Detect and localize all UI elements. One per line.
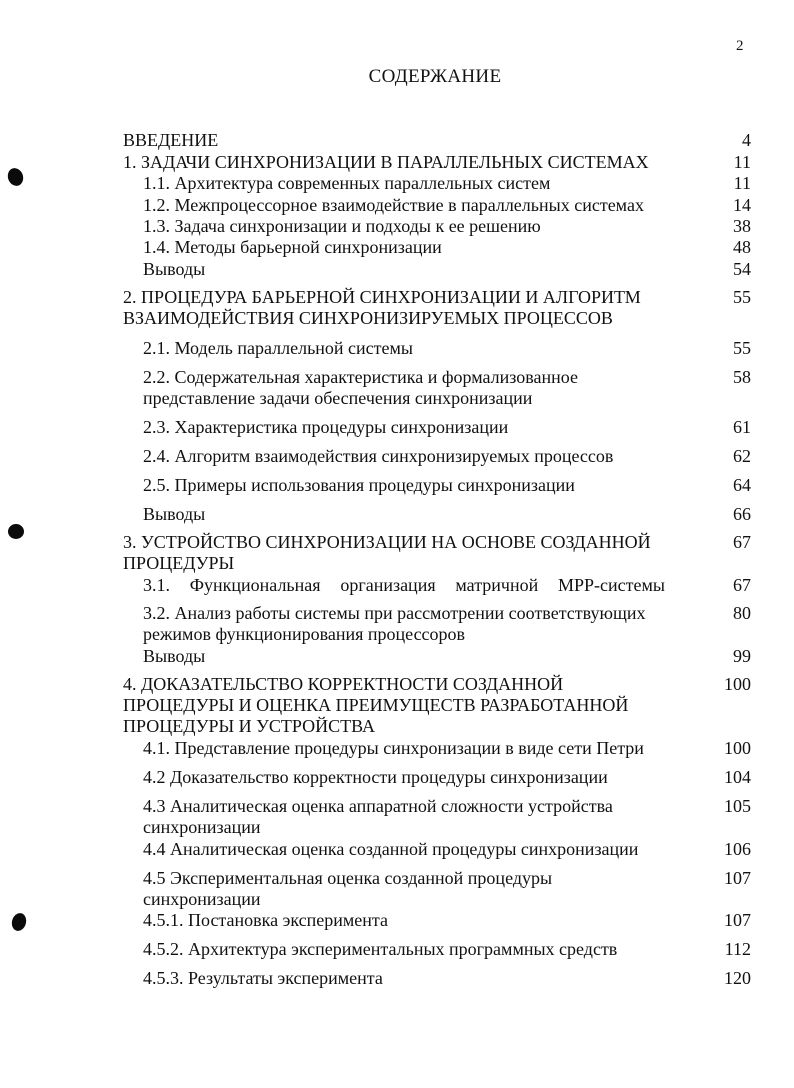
page-title: СОДЕРЖАНИЕ — [368, 66, 502, 87]
toc-entry-text: 4.5.3. Результаты эксперимента — [143, 968, 383, 988]
toc-entry-text: 2.2. Содержательная характеристика и формализованное представление задачи обеспечения синхронизации — [143, 367, 579, 408]
toc-entry-page: 104 — [724, 767, 751, 787]
page-number: 2 — [736, 38, 744, 54]
toc-entry-text: 3. УСТРОЙСТВО СИНХРОНИЗАЦИИ НА ОСНОВЕ СОЗДАННОЙ ПРОЦЕДУРЫ — [123, 532, 651, 573]
toc-entry-text: 1.3. Задача синхронизации и подходы к ее решению — [143, 216, 541, 236]
toc-entry-page: 62 — [733, 446, 751, 466]
toc-entry-page: 100 — [724, 738, 751, 758]
toc-entry-page: 100 — [724, 674, 751, 694]
toc-entry-page: 112 — [724, 939, 751, 959]
toc-entry-text: 2. ПРОЦЕДУРА БАРЬЕРНОЙ СИНХРОНИЗАЦИИ И АЛГОРИТМ ВЗАИМОДЕЙСТВИЯ СИНХРОНИЗИРУЕМЫХ ПРОЦЕССОВ — [123, 287, 641, 328]
toc-entry-page: 105 — [724, 796, 751, 816]
toc-entry-text: 2.1. Модель параллельной системы — [143, 338, 414, 358]
toc-entry-text: 2.4. Алгоритм взаимодействия синхронизируемых процессов — [143, 446, 614, 466]
toc-entry-text: 2.3. Характеристика процедуры синхронизации — [143, 417, 509, 437]
toc-entry-page: 106 — [724, 839, 751, 859]
toc-entry-text: Выводы — [143, 259, 206, 279]
toc-entry-page: 54 — [733, 259, 751, 279]
toc-entry-text: 4.3 Аналитическая оценка аппаратной сложности устройства синхронизации — [143, 796, 613, 837]
toc-entry-page: 80 — [733, 603, 751, 623]
toc-entry-page: 14 — [733, 195, 751, 215]
toc-entry-page: 11 — [733, 152, 751, 172]
toc-entry-page: 64 — [733, 475, 751, 495]
toc-entry-text: 4.1. Представление процедуры синхронизации в виде сети Петри — [143, 738, 644, 758]
toc-entry-page: 4 — [742, 130, 751, 150]
toc-entry-page: 55 — [733, 287, 751, 307]
toc-entry-text: 1.2. Межпроцессорное взаимодействие в параллельных системах — [143, 195, 644, 215]
toc-entry-page: 11 — [733, 173, 751, 193]
toc-entry-page: 107 — [724, 868, 751, 888]
toc-entry-text: 4.5.2. Архитектура экспериментальных программных средств — [143, 939, 618, 959]
toc-entry-text: 1. ЗАДАЧИ СИНХРОНИЗАЦИИ В ПАРАЛЛЕЛЬНЫХ СИСТЕМАХ — [123, 152, 649, 172]
toc-entry-page: 58 — [733, 367, 751, 387]
toc-entry-text: 2.5. Примеры использования процедуры синхронизации — [143, 475, 575, 495]
toc-entry-page: 66 — [733, 504, 751, 524]
toc-entry-text: 3.2. Анализ работы системы при рассмотрении соответствующих режимов функционирования процессоров — [143, 603, 646, 644]
toc-entry-page: 61 — [733, 417, 751, 437]
toc-entry-text: Выводы — [143, 504, 206, 524]
toc-entry-page: 99 — [733, 646, 751, 666]
toc-entry-text: ВВЕДЕНИЕ — [123, 130, 219, 150]
toc-entry-page: 120 — [724, 968, 751, 988]
toc-entry-page: 38 — [733, 216, 751, 236]
toc-entry-page: 107 — [724, 910, 751, 930]
toc-entry-page: 67 — [733, 532, 751, 552]
scan-blot-top — [5, 166, 25, 188]
toc-entry-page: 55 — [733, 338, 751, 358]
toc-entry-text: 1.4. Методы барьерной синхронизации — [143, 237, 442, 257]
toc-entry-text: 4. ДОКАЗАТЕЛЬСТВО КОРРЕКТНОСТИ СОЗДАННОЙ ПРОЦЕДУРЫ И ОЦЕНКА ПРЕИМУЩЕСТВ РАЗРАБОТАННОЙ ПРОЦЕДУРЫ И УСТРОЙСТВА — [123, 674, 629, 736]
toc-entry-page: 48 — [733, 237, 751, 257]
toc-entry-page: 67 — [733, 575, 751, 595]
toc-entry-text: 3.1. Функциональная организация матричной МРР-системы — [143, 575, 665, 595]
toc-entry-text: Выводы — [143, 646, 206, 666]
toc-entry-text: 4.4 Аналитическая оценка созданной процедуры синхронизации — [143, 839, 639, 859]
scan-blot-middle — [8, 524, 24, 539]
toc-entry-text: 4.5.1. Постановка эксперимента — [143, 910, 388, 930]
toc-entry-text: 4.5 Экспериментальная оценка созданной процедуры синхронизации — [143, 868, 553, 909]
toc-entry-text: 1.1. Архитектура современных параллельных систем — [143, 173, 551, 193]
scan-blot-bottom — [10, 911, 28, 932]
toc-entry-text: 4.2 Доказательство корректности процедуры синхронизации — [143, 767, 608, 787]
